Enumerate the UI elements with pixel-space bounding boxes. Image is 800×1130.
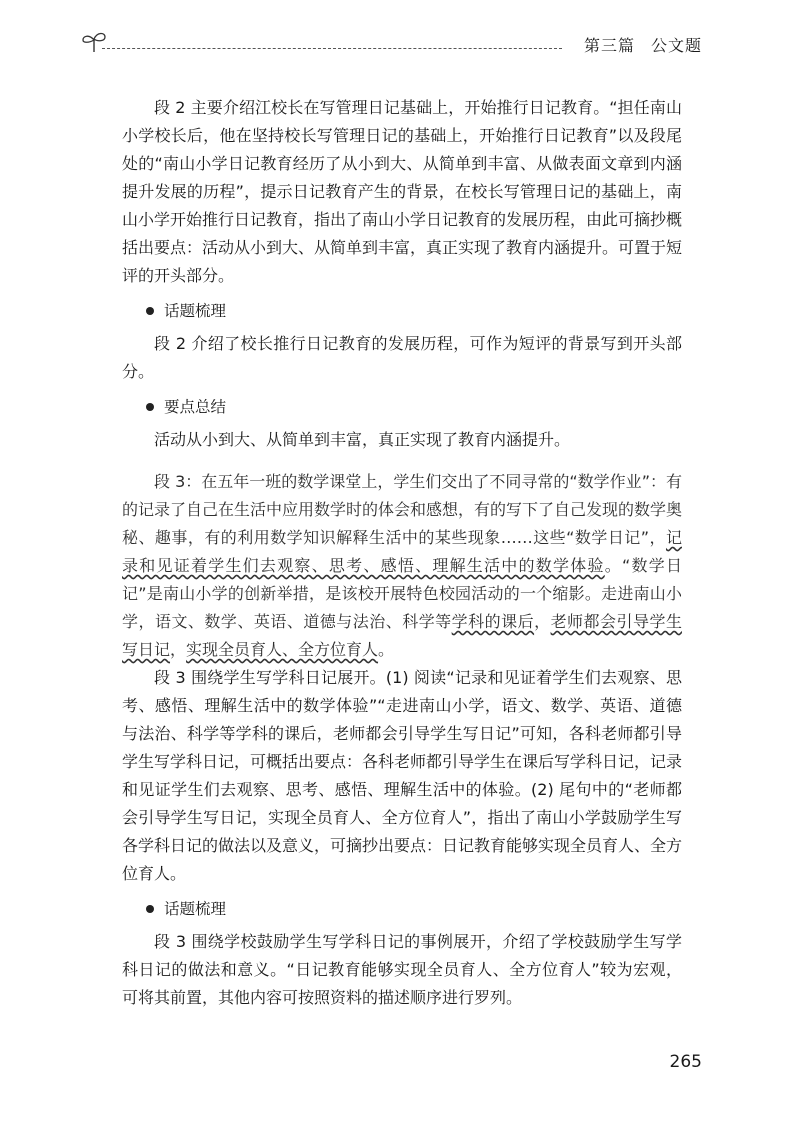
page-body (122, 94, 682, 1012)
bullet-label: 话题梳理 (164, 900, 227, 918)
wavy-underlined-text: 学科的课后 (451, 612, 535, 631)
wavy-underlined-text: 记录和见证着学生们去观察、思考、感悟、理解生活中的数学体验 (122, 528, 682, 575)
wavy-underlined-text: 实现全员育人、全方位育人 (186, 640, 379, 659)
paragraph-summary-2: 活动从小到大、从简单到丰富，真正实现了教育内涵提升。 (154, 430, 571, 449)
bullet-label: 话题梳理 (164, 302, 227, 320)
paragraph-topic-2: 段 2 介绍了校长推行日记教育的发展历程，可作为短评的背景写到开头部分。 (122, 334, 682, 381)
topic-bullet (146, 896, 682, 922)
running-header (80, 30, 702, 60)
paragraph-analysis-2: 段 2 主要介绍江校长在写管理日记基础上，开始推行日记教育。“担任南山小学校长后，他在坚持校长写管理日记的基础上，开始推行日记教育”以及段尾处的“南山小学日记教育经历了从小到大、从简单到丰富、从做表面文章到内涵提升发展的历程”，提示日记教育产生的背景，在校长写管理日记的基础上，南山小学开始推行日记教育，指出了南山小学日记教育的发展历程，由此可摘抄概括出要点：活动从小到大、从简单到丰富，真正实现了教育内涵提升。可置于短评的开头部分。 (122, 98, 683, 285)
sprout-icon (80, 30, 108, 54)
chapter-label: 第三篇 (583, 36, 635, 55)
header-rule (102, 48, 562, 49)
bullet-dot-icon (146, 307, 154, 315)
wavy-underlined-text: 老师都会引导学生写日记 (122, 612, 682, 659)
paragraph-analysis-3: 段 3 围绕学生写学科日记展开。(1) 阅读“记录和见证着学生们去观察、思考、感悟、理解生活中的数学体验”“走进南山小学，语文、数学、英语、道德与法治、科学等学科的课后，老师都会引导学生写日记”可知，各科老师都引导学生写学科日记，可概括出要点：各科老师都引导学生在课后写学科日记，记录和见证学生们去观察、思考、感悟、理解生活中的体验。(2) 尾句中的“老师都会引导学生写日记，实现全员育人、全方位育人”，指出了南山小学鼓励学生写各学科日记的做法以及意义，可摘抄出要点：日记教育能够实现全员育人、全方位育人。 (122, 668, 683, 883)
bullet-dot-icon (146, 403, 154, 411)
paragraph-topic-3: 段 3 围绕学校鼓励学生写学科日记的事例展开，介绍了学校鼓励学生写学科日记的做法和意义。“日记教育能够实现全员育人、全方位育人”较为宏观，可将其前置，其他内容可按照资料的描述顺序进行罗列。 (122, 932, 682, 1007)
page-number: 265 (669, 1052, 702, 1072)
topic-bullet (146, 298, 682, 324)
bullet-dot-icon (146, 905, 154, 913)
chapter-heading (584, 33, 702, 56)
section-label: 公文题 (650, 36, 702, 55)
summary-bullet (146, 394, 682, 420)
paragraph-source-3: 段 3：在五年一班的数学课堂上，学生们交出了不同寻常的“数学作业”：有的记录了自己在生活中应用数学时的体会和感想，有的写下了自己发现的数学奥秘、趣事，有的利用数学知识解释生活中的某些现象……这些“数学日记”，记录和见证着学生们去观察、思考、感悟、理解生活中的数学体验。“数学日记”是南山小学的创新举措，是该校开展特色校园活动的一个缩影。走进南山小学，语文、数学、英语、道德与法治、科学等学科的课后，老师都会引导学生写日记，实现全员育人、全方位育人。 (122, 472, 683, 659)
bullet-label: 要点总结 (164, 398, 227, 416)
